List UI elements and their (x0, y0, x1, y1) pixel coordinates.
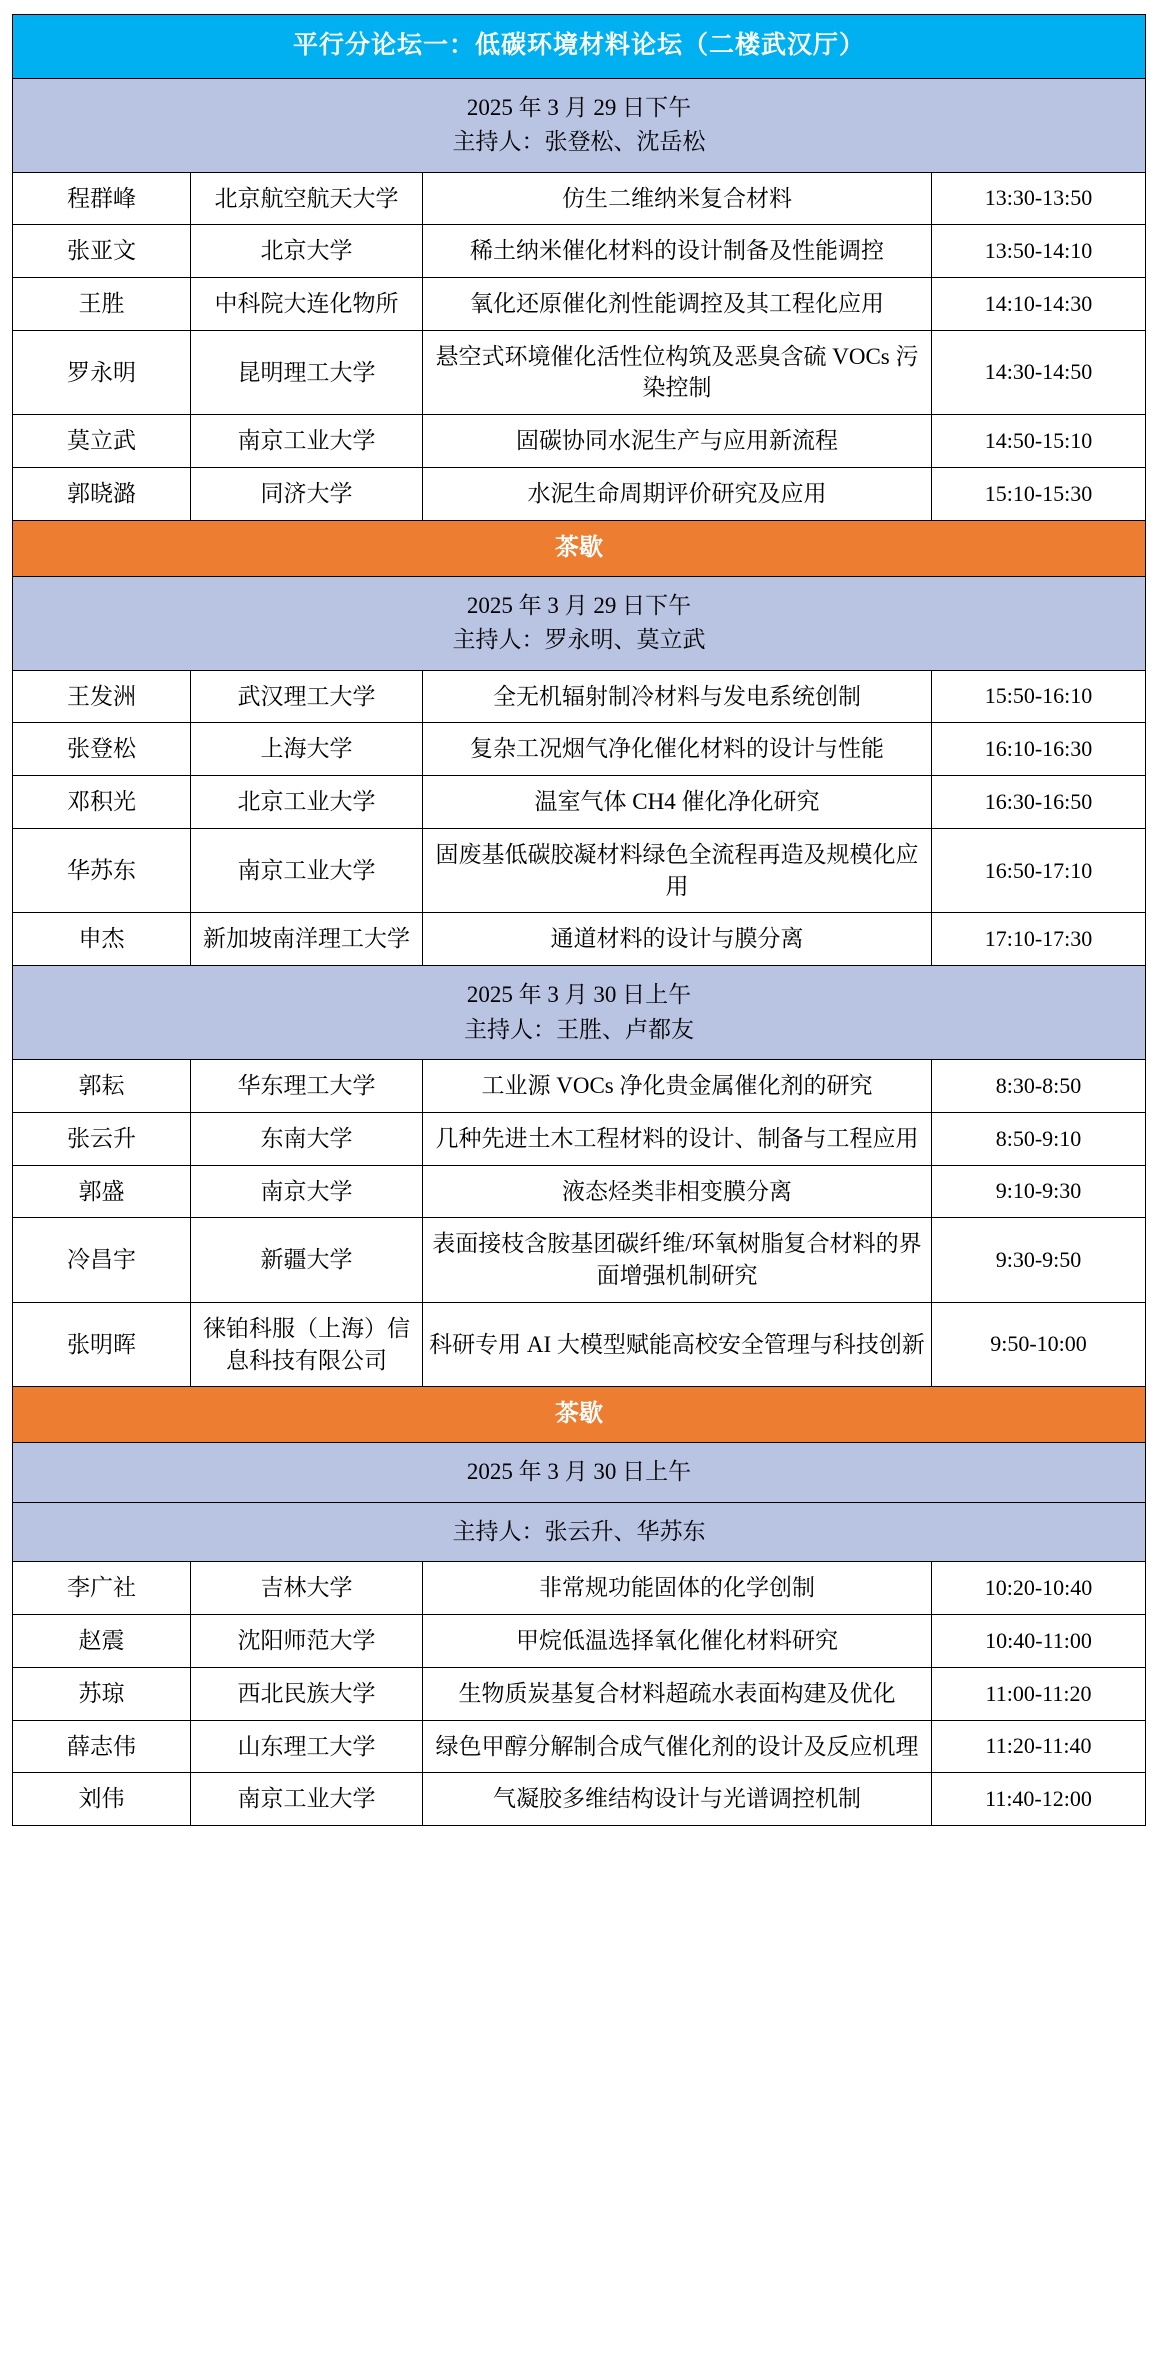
talk-time: 11:40-12:00 (932, 1773, 1146, 1826)
speaker-affiliation: 南京工业大学 (191, 828, 423, 912)
speaker-name: 张明晖 (13, 1302, 191, 1386)
talk-title: 生物质炭基复合材料超疏水表面构建及优化 (423, 1667, 932, 1720)
table-row (13, 1773, 1146, 1826)
speaker-affiliation: 新疆大学 (191, 1218, 423, 1302)
speaker-affiliation: 吉林大学 (191, 1562, 423, 1615)
speaker-name: 刘伟 (13, 1773, 191, 1826)
talk-time: 11:00-11:20 (932, 1667, 1146, 1720)
tea-break-row (13, 1387, 1146, 1443)
speaker-affiliation: 北京工业大学 (191, 776, 423, 829)
session-header-row (13, 78, 1146, 172)
talk-title: 气凝胶多维结构设计与光谱调控机制 (423, 1773, 932, 1826)
talk-time: 16:30-16:50 (932, 776, 1146, 829)
session-header-row (13, 966, 1146, 1060)
speaker-affiliation: 西北民族大学 (191, 1667, 423, 1720)
talk-title: 复杂工况烟气净化催化材料的设计与性能 (423, 723, 932, 776)
speaker-name: 冷昌宇 (13, 1218, 191, 1302)
tea-break-row (13, 520, 1146, 576)
talk-time: 8:50-9:10 (932, 1112, 1146, 1165)
speaker-affiliation: 北京大学 (191, 225, 423, 278)
session-info (13, 966, 1146, 1060)
session-line: 2025 年 3 月 30 日上午 (466, 1459, 692, 1485)
session-info (13, 576, 1146, 670)
session-line: 主持人：张云升、华苏东 (452, 1518, 706, 1544)
talk-time: 15:10-15:30 (932, 467, 1146, 520)
speaker-name: 王胜 (13, 277, 191, 330)
speaker-name: 张亚文 (13, 225, 191, 278)
session-info (13, 78, 1146, 172)
talk-time: 10:40-11:00 (932, 1615, 1146, 1668)
speaker-name: 郭盛 (13, 1165, 191, 1218)
table-row (13, 467, 1146, 520)
talk-title: 稀土纳米催化材料的设计制备及性能调控 (423, 225, 932, 278)
table-row (13, 670, 1146, 723)
speaker-name: 赵震 (13, 1615, 191, 1668)
speaker-name: 苏琼 (13, 1667, 191, 1720)
session-info (13, 1502, 1146, 1562)
speaker-affiliation: 武汉理工大学 (191, 670, 423, 723)
talk-time: 13:50-14:10 (932, 225, 1146, 278)
speaker-affiliation: 上海大学 (191, 723, 423, 776)
speaker-name: 李广社 (13, 1562, 191, 1615)
speaker-affiliation: 南京工业大学 (191, 1773, 423, 1826)
talk-time: 14:50-15:10 (932, 415, 1146, 468)
table-row (13, 1720, 1146, 1773)
table-row (13, 225, 1146, 278)
session-line: 2025 年 3 月 30 日上午 (466, 982, 692, 1008)
talk-title: 绿色甲醇分解制合成气催化剂的设计及反应机理 (423, 1720, 932, 1773)
talk-title: 水泥生命周期评价研究及应用 (423, 467, 932, 520)
speaker-affiliation: 同济大学 (191, 467, 423, 520)
speaker-name: 罗永明 (13, 330, 191, 414)
table-row (13, 1302, 1146, 1386)
session-line: 主持人：张登松、沈岳松 (452, 129, 706, 154)
talk-title: 通道材料的设计与膜分离 (423, 913, 932, 966)
talk-title: 悬空式环境催化活性位构筑及恶臭含硫 VOCs 污染控制 (423, 330, 932, 414)
speaker-affiliation: 中科院大连化物所 (191, 277, 423, 330)
speaker-name: 申杰 (13, 913, 191, 966)
table-row (13, 913, 1146, 966)
table-row (13, 1165, 1146, 1218)
session-line: 主持人：王胜、卢都友 (464, 1016, 694, 1042)
talk-time: 9:50-10:00 (932, 1302, 1146, 1386)
talk-title: 非常规功能固体的化学创制 (423, 1562, 932, 1615)
talk-title: 几种先进土木工程材料的设计、制备与工程应用 (423, 1112, 932, 1165)
talk-title: 甲烷低温选择氧化催化材料研究 (423, 1615, 932, 1668)
speaker-name: 郭晓潞 (13, 467, 191, 520)
speaker-affiliation: 南京大学 (191, 1165, 423, 1218)
speaker-affiliation: 北京航空航天大学 (191, 172, 423, 225)
talk-time: 14:10-14:30 (932, 277, 1146, 330)
speaker-name: 程群峰 (13, 172, 191, 225)
talk-time: 10:20-10:40 (932, 1562, 1146, 1615)
schedule-table-body (13, 15, 1146, 1826)
speaker-name: 王发洲 (13, 670, 191, 723)
talk-time: 13:30-13:50 (932, 172, 1146, 225)
speaker-name: 张云升 (13, 1112, 191, 1165)
table-row (13, 330, 1146, 414)
forum-schedule-table (12, 14, 1146, 1826)
session-header-row (13, 1443, 1146, 1503)
speaker-name: 莫立武 (13, 415, 191, 468)
session-line: 2025 年 3 月 29 日下午 (466, 94, 692, 120)
table-row (13, 1615, 1146, 1668)
speaker-name: 郭耘 (13, 1060, 191, 1113)
talk-time: 14:30-14:50 (932, 330, 1146, 414)
speaker-name: 华苏东 (13, 828, 191, 912)
talk-time: 9:10-9:30 (932, 1165, 1146, 1218)
session-line: 主持人：罗永明、莫立武 (452, 627, 706, 653)
talk-title: 表面接枝含胺基团碳纤维/环氧树脂复合材料的界面增强机制研究 (423, 1218, 932, 1302)
talk-time: 16:50-17:10 (932, 828, 1146, 912)
session-info (13, 1443, 1146, 1503)
speaker-affiliation: 华东理工大学 (191, 1060, 423, 1113)
table-row (13, 1112, 1146, 1165)
table-row (13, 723, 1146, 776)
talk-title: 固碳协同水泥生产与应用新流程 (423, 415, 932, 468)
forum-title: 平行分论坛一：低碳环境材料论坛（二楼武汉厅） (13, 15, 1146, 79)
talk-title: 工业源 VOCs 净化贵金属催化剂的研究 (423, 1060, 932, 1113)
table-row (13, 172, 1146, 225)
table-row (13, 277, 1146, 330)
talk-title: 全无机辐射制冷材料与发电系统创制 (423, 670, 932, 723)
table-row (13, 828, 1146, 912)
table-row (13, 1218, 1146, 1302)
speaker-affiliation: 昆明理工大学 (191, 330, 423, 414)
talk-title: 氧化还原催化剂性能调控及其工程化应用 (423, 277, 932, 330)
tea-break-label: 茶歇 (13, 1387, 1146, 1443)
speaker-name: 张登松 (13, 723, 191, 776)
table-row (13, 1562, 1146, 1615)
talk-title: 仿生二维纳米复合材料 (423, 172, 932, 225)
speaker-affiliation: 新加坡南洋理工大学 (191, 913, 423, 966)
table-row (13, 776, 1146, 829)
talk-title: 科研专用 AI 大模型赋能高校安全管理与科技创新 (423, 1302, 932, 1386)
table-row (13, 415, 1146, 468)
speaker-affiliation: 徕铂科服（上海）信息科技有限公司 (191, 1302, 423, 1386)
session-line: 2025 年 3 月 29 日下午 (466, 592, 692, 618)
talk-time: 17:10-17:30 (932, 913, 1146, 966)
speaker-affiliation: 山东理工大学 (191, 1720, 423, 1773)
speaker-affiliation: 沈阳师范大学 (191, 1615, 423, 1668)
session-header-row (13, 576, 1146, 670)
speaker-name: 薛志伟 (13, 1720, 191, 1773)
talk-time: 9:30-9:50 (932, 1218, 1146, 1302)
talk-title: 固废基低碳胶凝材料绿色全流程再造及规模化应用 (423, 828, 932, 912)
tea-break-label: 茶歇 (13, 520, 1146, 576)
table-row (13, 1060, 1146, 1113)
speaker-affiliation: 南京工业大学 (191, 415, 423, 468)
forum-header-row (13, 15, 1146, 79)
speaker-name: 邓积光 (13, 776, 191, 829)
session-header-row (13, 1502, 1146, 1562)
talk-time: 8:30-8:50 (932, 1060, 1146, 1113)
talk-time: 11:20-11:40 (932, 1720, 1146, 1773)
speaker-affiliation: 东南大学 (191, 1112, 423, 1165)
talk-title: 温室气体 CH4 催化净化研究 (423, 776, 932, 829)
talk-time: 16:10-16:30 (932, 723, 1146, 776)
talk-time: 15:50-16:10 (932, 670, 1146, 723)
talk-title: 液态烃类非相变膜分离 (423, 1165, 932, 1218)
table-row (13, 1667, 1146, 1720)
